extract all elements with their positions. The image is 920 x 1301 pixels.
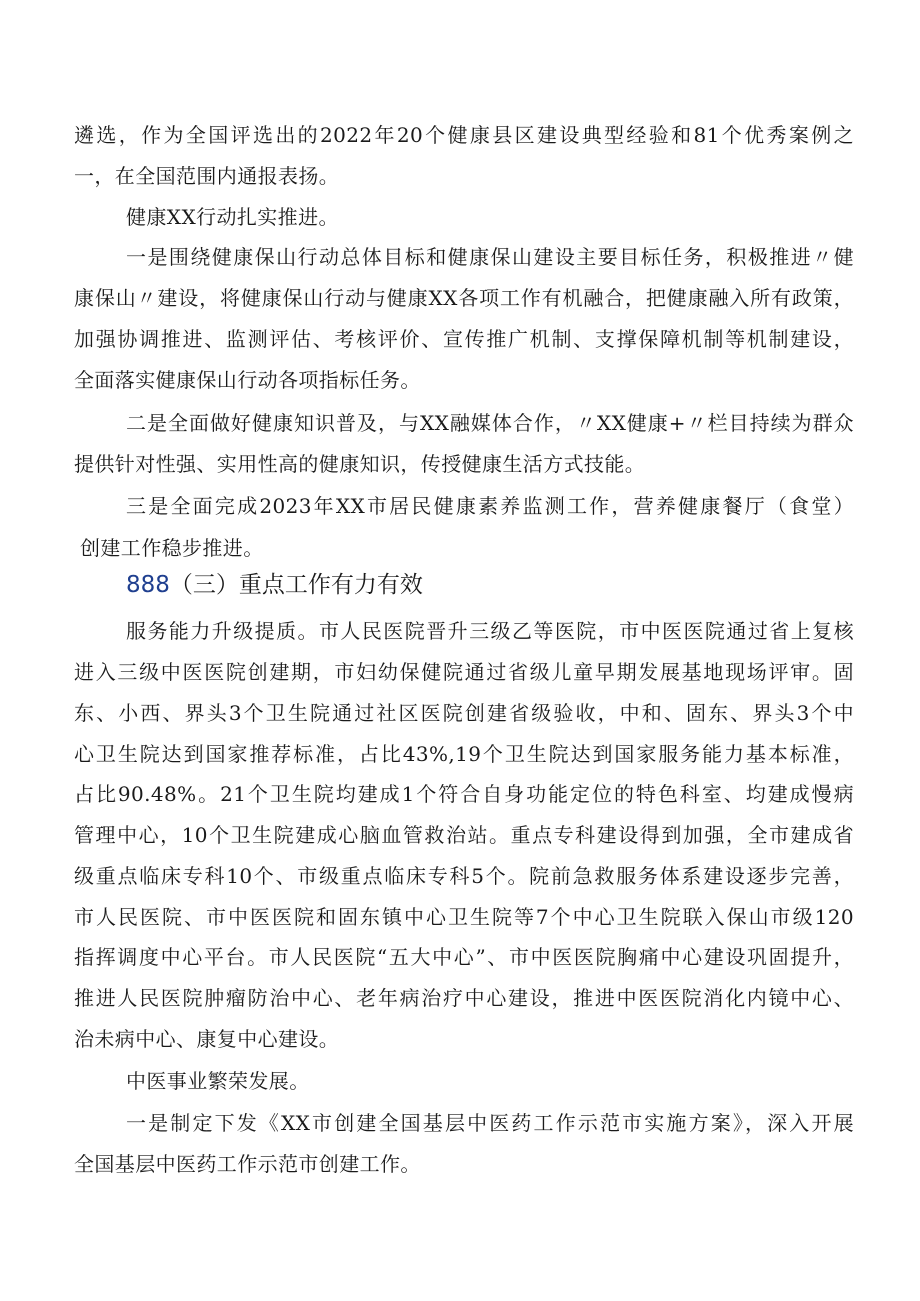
- paragraph-line: 康保山〃建设，将健康保山行动与健康XX各项工作有机融合，把健康融入所有政策，: [74, 286, 854, 310]
- paragraph-line: 管理中心，10个卫生院建成心脑血管救治站。重点专科建设得到加强，全市建成省: [74, 823, 854, 847]
- paragraph-line: 级重点临床专科10个、市级重点临床专科5个。院前急救服务体系建设逐步完善，: [74, 864, 854, 888]
- paragraph-line: 一是围绕健康保山行动总体目标和健康保山建设主要目标任务，积极推进〃健: [126, 245, 854, 269]
- section-heading: [126, 570, 423, 600]
- paragraph-line: 创建工作稳步推进。: [80, 536, 264, 560]
- paragraph-line: 全面落实健康保山行动各项指标任务。: [74, 368, 421, 392]
- paragraph-line: 心卫生院达到国家推荐标准，占比43%,19个卫生院达到国家服务能力基本标准，: [74, 742, 854, 766]
- paragraph-line: 进入三级中医医院创建期，市妇幼保健院通过省级儿童早期发展基地现场评审。固: [74, 660, 854, 684]
- paragraph-line: 占比90.48%。21个卫生院均建成1个符合自身功能定位的特色科室、均建成慢病: [74, 782, 854, 806]
- paragraph-line: 健康XX行动扎实推进。: [126, 205, 339, 229]
- paragraph-line: 指挥调度中心平台。市人民医院“五大中心”、市中医医院胸痛中心建设巩固提升，: [74, 945, 854, 969]
- paragraph-line: 全国基层中医药工作示范市创建工作。: [74, 1152, 421, 1176]
- paragraph-line: 加强协调推进、监测评估、考核评价、宣传推广机制、支撑保障机制等机制建设，: [74, 327, 854, 351]
- heading-number: 888: [126, 572, 170, 598]
- paragraph-line: 一，在全国范围内通报表扬。: [74, 164, 340, 188]
- paragraph-line: 遴选，作为全国评选出的2022年20个健康县区建设典型经验和81个优秀案例之: [74, 123, 854, 147]
- paragraph-line: 提供针对性强、实用性高的健康知识，传授健康生活方式技能。: [74, 452, 646, 476]
- paragraph-line: 服务能力升级提质。市人民医院晋升三级乙等医院，市中医医院通过省上复核: [126, 619, 854, 643]
- paragraph-line: 一是制定下发《XX市创建全国基层中医药工作示范市实施方案》，深入开展: [126, 1111, 854, 1135]
- heading-text: （三）重点工作有力有效: [169, 572, 423, 598]
- paragraph-line: 市人民医院、市中医医院和固东镇中心卫生院等7个中心卫生院联入保山市级120: [74, 905, 854, 929]
- paragraph-line: 三是全面完成2023年XX市居民健康素养监测工作，营养健康餐厅（食堂）: [126, 494, 854, 518]
- paragraph-line: 东、小西、界头3个卫生院通过社区医院创建省级验收，中和、固东、界头3个中: [74, 701, 854, 725]
- paragraph-line: 治未病中心、康复中心建设。: [74, 1027, 340, 1051]
- paragraph-line: 推进人民医院肿瘤防治中心、老年病治疗中心建设，推进中医医院消化内镜中心、: [74, 986, 854, 1010]
- paragraph-line: 中医事业繁荣发展。: [126, 1069, 310, 1093]
- paragraph-line: 二是全面做好健康知识普及，与XX融媒体合作，〃XX健康+〃栏目持续为群众: [126, 411, 854, 435]
